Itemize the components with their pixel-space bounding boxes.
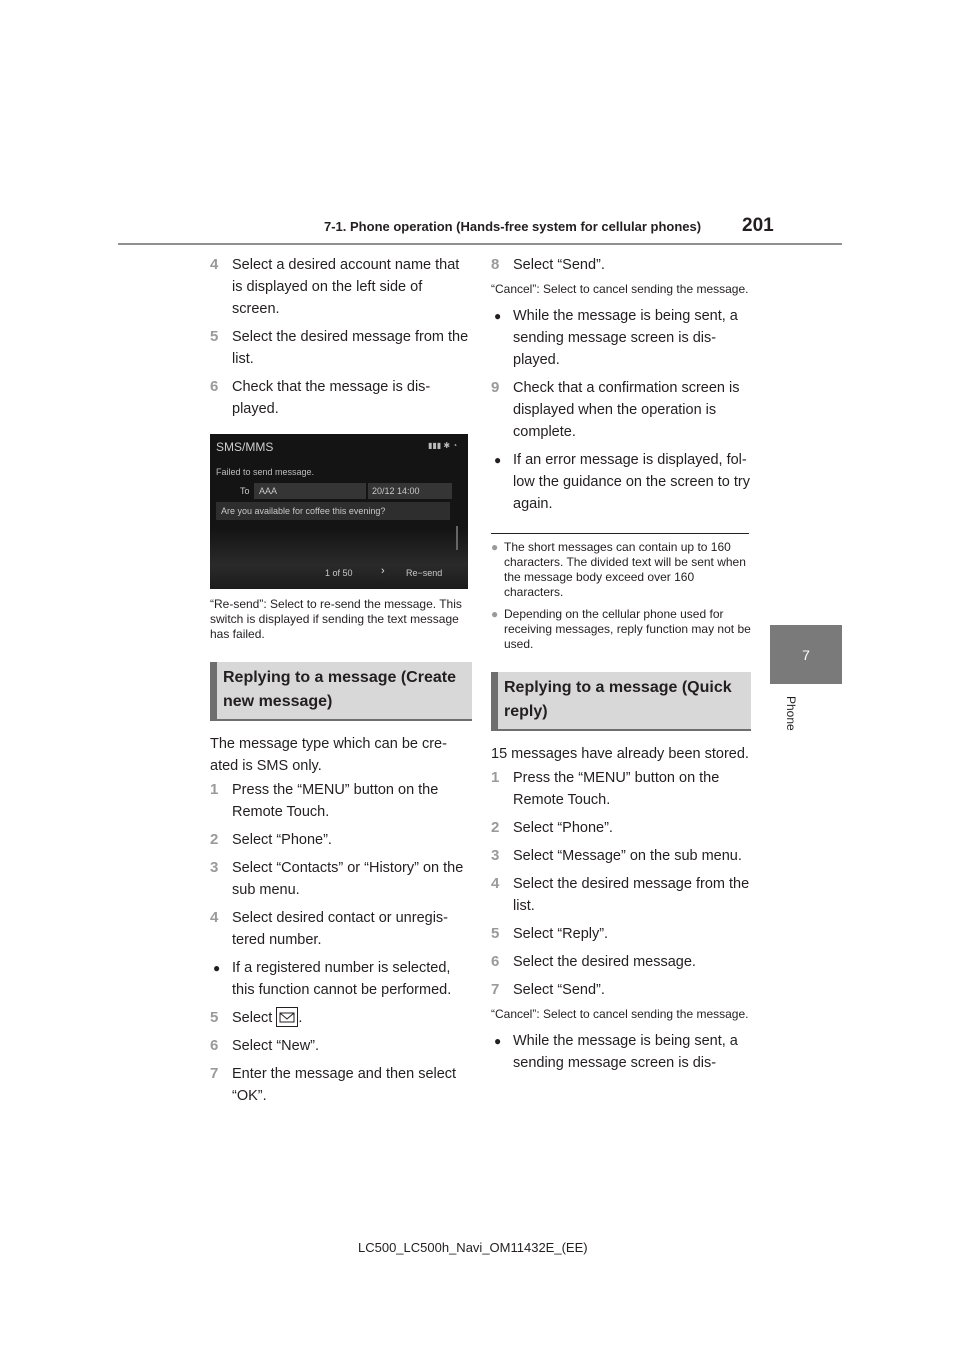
message-text: Are you available for coffee this evening? [221, 506, 386, 516]
screen-title: SMS/MMS [216, 440, 274, 454]
to-field [254, 483, 366, 499]
page-number: 201 [742, 215, 774, 236]
tip-bullet-icon: ● [491, 540, 499, 554]
bullet-item: ● If a registered number is selected, this function cannot be performed. [210, 957, 472, 1001]
header-rule [118, 243, 842, 245]
pager-text: 1 of 50 [325, 568, 353, 578]
tips-rule [491, 533, 749, 534]
step: 6 Check that the message is dis-played. [210, 378, 431, 417]
step: 3 Select “Contacts” or “History” on the sub menu. [210, 859, 464, 898]
screen-caption: “Re-send”: Select to re-send the message. This switch is displayed if sending the text message has failed. [210, 597, 462, 641]
sms-screen-illustration [210, 434, 468, 589]
datetime-field [368, 483, 452, 499]
to-value: AAA [259, 486, 278, 496]
right-column [491, 254, 751, 1080]
envelope-icon [276, 1007, 298, 1027]
tip-bullet-icon: ● [491, 607, 499, 621]
footer-code: LC500_LC500h_Navi_OM11432E_(EE) [358, 1240, 588, 1255]
resend-button[interactable]: Re−send [406, 568, 443, 578]
step: 4 Select desired contact or unregis-tered number. [210, 909, 448, 948]
step: 6 Select the desired message. [491, 953, 696, 970]
chapter-label: Phone [784, 696, 798, 731]
cancel-note: “Cancel”: Select to cancel sending the message. [491, 282, 749, 296]
datetime: 20/12 14:00 [372, 486, 420, 496]
bullet-icon: ● [494, 1034, 502, 1048]
tip-item: ● The short messages can contain up to 160 characters. The divided text will be sent when the message body exceed over 160 characters. [491, 540, 746, 599]
step: 8 Select “Send”. [491, 256, 605, 273]
intro-text: 15 messages have already been stored. [491, 746, 749, 762]
step: 4 Select a desired account name that is displayed on the left side of screen. [210, 256, 460, 317]
left-column [210, 254, 472, 1113]
bullet-item: ● If an error message is displayed, fol-low the guidance on the screen to try again. [491, 449, 751, 515]
step: 4 Select the desired message from the list. [491, 875, 750, 914]
step: 9 Check that a confirmation screen is displayed when the operation is complete. [491, 379, 740, 440]
step: 5 Select “Reply”. [491, 925, 609, 942]
chapter-tab: 7 [770, 625, 842, 684]
bullet-item: ● While the message is being sent, a sending message screen is dis- [491, 1030, 751, 1074]
step: 1 Press the “MENU” button on the Remote Touch. [491, 769, 720, 808]
cancel-note: “Cancel”: Select to cancel sending the message. [491, 1007, 749, 1021]
step: 6 Select “New”. [210, 1037, 320, 1054]
intro-text: The message type which can be cre-ated is SMS only. [210, 736, 447, 774]
step: 7 Enter the message and then select “OK”. [210, 1065, 457, 1104]
bullet-item: ● While the message is being sent, a sending message screen is dis-played. [491, 305, 751, 371]
step: 1 Press the “MENU” button on the Remote Touch. [210, 781, 439, 820]
step: 3 Select “Message” on the sub menu. [491, 847, 742, 864]
bullet-icon: ● [494, 309, 502, 323]
to-label: To [240, 486, 250, 496]
scrollbar[interactable] [456, 526, 458, 550]
to-row [216, 483, 456, 499]
step: 2 Select “Phone”. [210, 831, 332, 848]
signal-icon: ▮▮▮ ✱ ◔ [428, 441, 458, 450]
bullet-icon: ● [494, 453, 502, 467]
message-bubble [216, 502, 450, 520]
error-text: Failed to send message. [216, 467, 315, 477]
step: 5 Select . [210, 1009, 303, 1026]
section-heading-create: Replying to a message (Create new message) [210, 662, 472, 721]
header-title: 7-1. Phone operation (Hands-free system for cellular phones) [324, 219, 702, 234]
step: 5 Select the desired message from the list. [210, 328, 469, 367]
tip-item: ● Depending on the cellular phone used for receiving messages, reply function may not be used. [491, 607, 751, 651]
bullet-icon: ● [213, 961, 221, 975]
step: 2 Select “Phone”. [491, 819, 613, 836]
step: 7 Select “Send”. [491, 981, 605, 998]
section-heading-quick: Replying to a message (Quick reply) [491, 672, 751, 731]
next-arrow-icon[interactable]: › [381, 565, 385, 577]
